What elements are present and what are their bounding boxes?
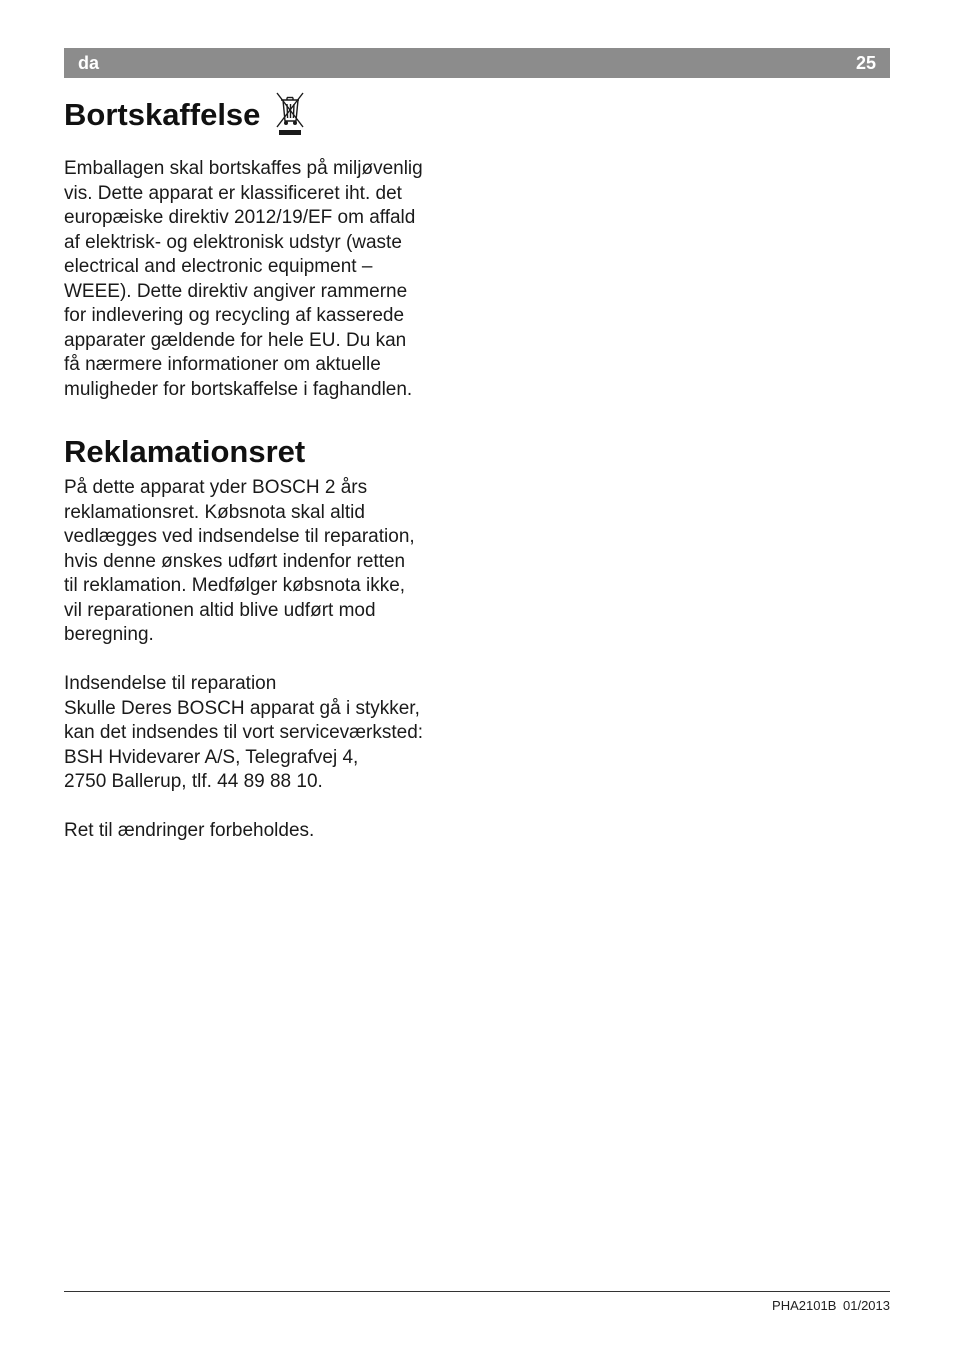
page-header-bar — [64, 48, 890, 78]
section-heading-disposal — [64, 92, 464, 138]
disposal-paragraph: Emballagen skal bortskaffes på miljøvenlig vis. Dette apparat er klassificeret iht. det europæiske direktiv 2012/19/EF om affald af elektrisk- og elektronisk udstyr (waste electrical and electronic equipment – WEEE). Dette direktiv angiver rammerne for indlevering og recycling af kasserede apparater gældende for hele EU. Du kan få nærmere informationer om aktuelle muligheder for bortskaffelse i faghandlen. — [64, 158, 423, 400]
warranty-paragraph: På dette apparat yder BOSCH 2 års reklamationsret. Købsnota skal altid vedlægges ved indsendelse til reparation, hvis denne ønskes udført indenfor retten til reklamation. Medfølger købsnota ikke, vil reparationen altid blive udført mod beregning. — [64, 477, 415, 645]
section-title: Bortskaffelse — [64, 97, 261, 132]
repair-service-paragraph: Indsendelse til reparation Skulle Deres BOSCH apparat gå i stykker, kan det indsendes til vort serviceværksted: BSH Hvidevarer A/S, Telegrafvej 4, 2750 Ballerup, tlf. 44 89 88 10. — [64, 673, 424, 792]
footer-divider — [64, 1291, 890, 1292]
crossed-out-wheelie-bin-icon — [274, 91, 306, 137]
language-code: da — [78, 52, 100, 73]
model-number: PHA2101B — [772, 1298, 837, 1313]
section-heading-warranty — [64, 430, 464, 474]
section-title: Reklamationsret — [64, 434, 306, 469]
page-content — [64, 92, 464, 844]
footer-info — [772, 1298, 890, 1313]
publication-date: 01/2013 — [843, 1298, 890, 1313]
changes-reserved-paragraph: Ret til ændringer forbeholdes. — [64, 820, 315, 841]
page-number: 25 — [855, 52, 876, 73]
